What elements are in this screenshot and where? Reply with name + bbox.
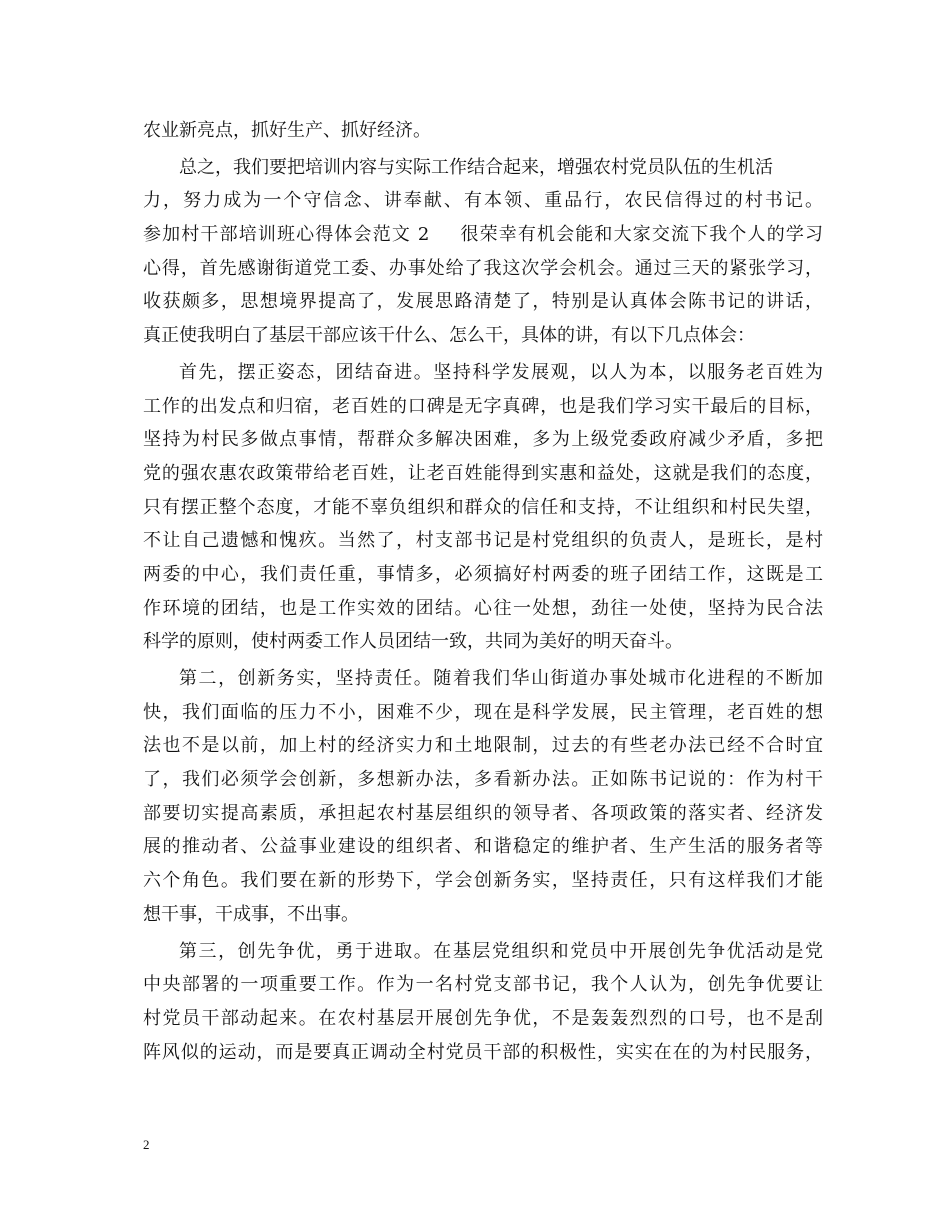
- text-line: 想干事，干成事，不出事。: [143, 903, 359, 925]
- paragraph-start-line: 总之，我们要把培训内容与实际工作结合起来，增强农村党员队伍的生机活: [179, 156, 773, 178]
- section-heading-line: [143, 218, 823, 252]
- text-line: 科学的原则，使村两委工作人员团结一致，共同为美好的明天奋斗。: [143, 631, 683, 653]
- paragraph-start-line: 首先，摆正姿态，团结奋进。坚持科学发展观，以人为本，以服务老百姓为: [179, 361, 823, 383]
- heading-continuation-text: 很荣幸有机会能和大家交流下我个人的学习: [459, 224, 823, 246]
- text-line: 展的推动者、公益事业建设的组织者、和谐稳定的维护者、生产生活的服务者等: [143, 836, 823, 858]
- text-line: 部要切实提高素质，承担起农村基层组织的领导者、各项政策的落实者、经济发: [143, 802, 823, 824]
- text-line: 收获颇多，思想境界提高了，发展思路清楚了，特别是认真体会陈书记的讲话，: [143, 291, 823, 313]
- text-line: 了，我们必须学会创新，多想新办法，多看新办法。正如陈书记说的：作为村干: [143, 769, 823, 791]
- text-line: 农业新亮点，抓好生产、抓好经济。: [143, 120, 431, 141]
- text-line: 心得，首先感谢街道党工委、办事处给了我这次学会机会。通过三天的紧张学习，: [143, 257, 823, 279]
- text-line: 作环境的团结，也是工作实效的团结。心往一处想，劲往一处使，坚持为民合法: [143, 597, 823, 619]
- text-line: 两委的中心，我们责任重，事情多，必须搞好村两委的班子团结工作，这既是工: [143, 563, 823, 585]
- page-number: 2: [143, 1137, 150, 1152]
- text-line: 只有摆正整个态度，才能不辜负组织和群众的信任和支持，不让组织和村民失望，: [143, 496, 823, 518]
- text-line: 不让自己遗憾和愧疚。当然了，村支部书记是村党组织的负责人，是班长，是村: [143, 530, 823, 552]
- paragraph-start-line: 第二，创新务实，坚持责任。随着我们华山街道办事处城市化进程的不断加: [179, 668, 823, 689]
- text-line: 快，我们面临的压力不小，困难不少，现在是科学发展，民主管理，老百姓的想: [143, 701, 823, 723]
- text-line: 党的强农惠农政策带给老百姓，让老百姓能得到实惠和益处，这就是我们的态度，: [143, 462, 823, 484]
- document-body: [143, 114, 823, 1069]
- text-line: 阵风似的运动，而是要真正调动全村党员干部的积极性，实实在在的为村民服务，: [143, 1041, 823, 1063]
- text-line: 坚持为村民多做点事情，帮群众多解决困难，多为上级党委政府减少矛盾，多把: [143, 429, 823, 451]
- text-line: 村党员干部动起来。在农村基层开展创先争优，不是轰轰烈烈的口号，也不是刮: [143, 1007, 823, 1029]
- section-heading: 参加村干部培训班心得体会范文 2: [143, 224, 430, 246]
- text-line: 力，努力成为一个守信念、讲奉献、有本领、重品行，农民信得过的村书记。: [143, 190, 823, 212]
- paragraph-start-line: 第三，创先争优，勇于进取。在基层党组织和党员中开展创先争优活动是党: [179, 940, 823, 962]
- text-line: 真正使我明白了基层干部应该干什么、怎么干，具体的讲，有以下几点体会：: [143, 325, 755, 347]
- text-line: 工作的出发点和归宿，老百姓的口碑是无字真碑，也是我们学习实干最后的目标，: [143, 395, 823, 417]
- text-line: 法也不是以前，加上村的经济实力和土地限制，过去的有些老办法已经不合时宜: [143, 735, 823, 757]
- text-line: 六个角色。我们要在新的形势下，学会创新务实，坚持责任，只有这样我们才能: [143, 870, 823, 892]
- text-line: 中央部署的一项重要工作。作为一名村党支部书记，我个人认为，创先争优要让: [143, 974, 823, 996]
